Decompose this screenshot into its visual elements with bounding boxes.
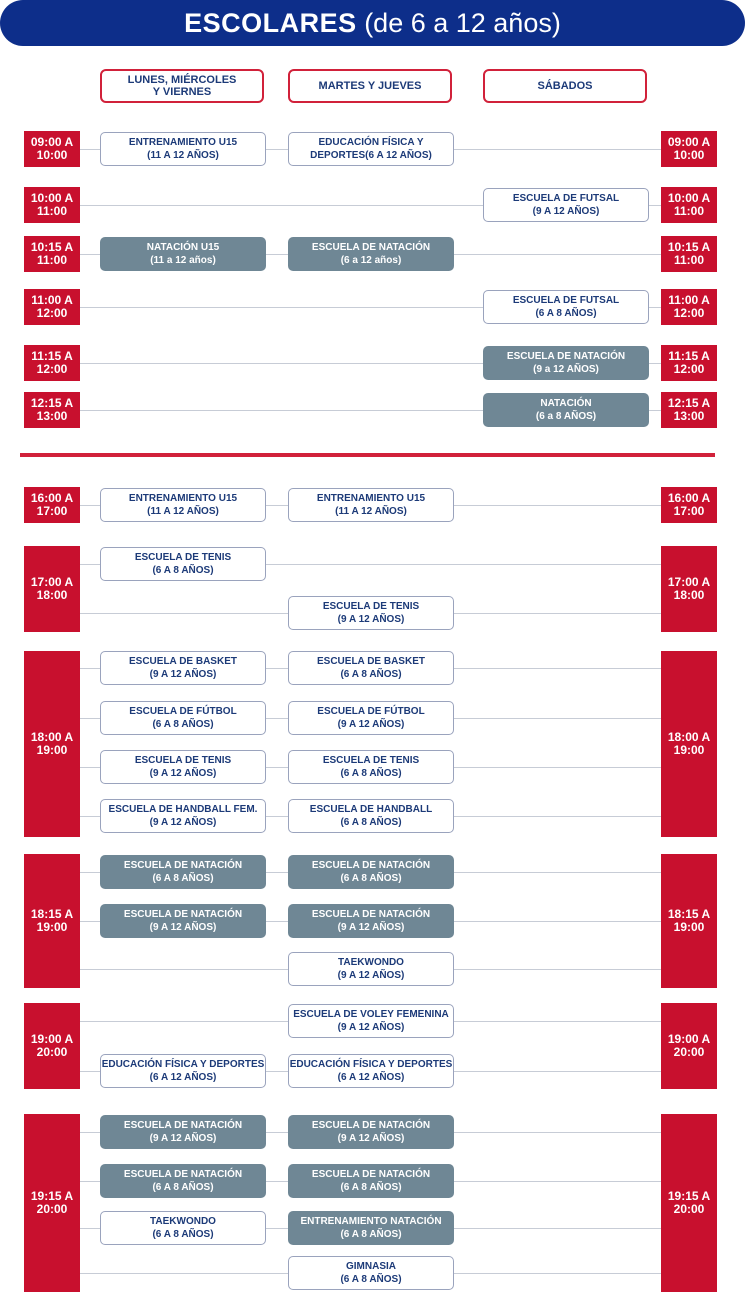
page-subtitle: (de 6 a 12 años) (356, 8, 561, 38)
time-slot-right: 17:00 A 18:00 (661, 546, 717, 632)
activity-ages: (11 A 12 AÑOS) (147, 150, 219, 161)
activity-ages: (9 A 12 AÑOS) (337, 1133, 405, 1144)
activity-ages: (6 A 8 AÑOS) (152, 1229, 214, 1240)
time-slot-left: 12:15 A 13:00 (24, 392, 80, 428)
time-slot-left: 17:00 A 18:00 (24, 546, 80, 632)
time-slot-right: 11:15 A 12:00 (661, 345, 717, 381)
time-slot-right: 18:00 A 19:00 (661, 651, 717, 837)
activity-ages: (6 A 8 AÑOS) (340, 768, 402, 779)
time-slot-right: 11:00 A 12:00 (661, 289, 717, 325)
activity-name: GIMNASIA (346, 1261, 396, 1272)
activity-name: ESCUELA DE HANDBALL FEM. (108, 804, 258, 815)
activity-name: ENTRENAMIENTO U15 (128, 493, 238, 504)
activity-name: ESCUELA DE FÚTBOL (317, 706, 425, 717)
activity-name: ESCUELA DE NATACIÓN (311, 242, 431, 253)
activity-name: ESCUELA DE BASKET (317, 656, 425, 667)
activity-name: ESCUELA DE HANDBALL (309, 804, 433, 815)
section-divider (20, 453, 715, 457)
activity-ages: (6 A 8 AÑOS) (152, 565, 214, 576)
activity-name: ESCUELA DE NATACIÓN (123, 909, 243, 920)
time-slot-left: 10:15 A 11:00 (24, 236, 80, 272)
time-slot-left: 18:00 A 19:00 (24, 651, 80, 837)
activity-box (288, 855, 454, 889)
activity-name: ESCUELA DE TENIS (134, 755, 232, 766)
time-slot-left: 11:00 A 12:00 (24, 289, 80, 325)
activity-box (100, 1054, 266, 1088)
activity-box (288, 1054, 454, 1088)
activity-name: ENTRENAMIENTO NATACIÓN (300, 1216, 442, 1227)
activity-box (100, 1211, 266, 1245)
activity-box (100, 855, 266, 889)
activity-box (288, 1256, 454, 1290)
time-slot-right: 10:15 A 11:00 (661, 236, 717, 272)
activity-ages: (6 A 8 AÑOS) (340, 817, 402, 828)
activity-box (288, 596, 454, 630)
activity-box (100, 1164, 266, 1198)
activity-name: ESCUELA DE NATACIÓN (123, 1169, 243, 1180)
activity-box (288, 1211, 454, 1245)
activity-name: EDUCACIÓN FÍSICA Y DEPORTES (289, 1059, 453, 1070)
activity-ages: (6 A 8 AÑOS) (535, 308, 597, 319)
activity-box (100, 488, 266, 522)
time-slot-left: 18:15 A 19:00 (24, 854, 80, 988)
activity-ages: (6 A 8 AÑOS) (152, 873, 214, 884)
time-slot-left: 16:00 A 17:00 (24, 487, 80, 523)
activity-box (288, 701, 454, 735)
activity-name: ESCUELA DE NATACIÓN (311, 860, 431, 871)
column-header-saturday: SÁBADOS (483, 69, 647, 103)
time-slot-right: 12:15 A 13:00 (661, 392, 717, 428)
activity-ages: (9 A 12 AÑOS) (532, 206, 600, 217)
time-slot-right: 09:00 A 10:00 (661, 131, 717, 167)
activity-box (483, 346, 649, 380)
activity-box (288, 904, 454, 938)
activity-ages: (9 A 12 AÑOS) (337, 614, 405, 625)
time-slot-right: 19:15 A 20:00 (661, 1114, 717, 1292)
activity-name: TAEKWONDO (150, 1216, 216, 1227)
activity-ages: (6 A 8 AÑOS) (340, 669, 402, 680)
time-slot-right: 10:00 A 11:00 (661, 187, 717, 223)
activity-box (100, 651, 266, 685)
activity-ages: (6 A 8 AÑOS) (340, 1182, 402, 1193)
activity-ages: (6 A 8 AÑOS) (152, 719, 214, 730)
activity-ages: (9 A 12 AÑOS) (337, 922, 405, 933)
time-slot-left: 09:00 A 10:00 (24, 131, 80, 167)
time-slot-right: 16:00 A 17:00 (661, 487, 717, 523)
activity-box (288, 488, 454, 522)
activity-ages: (9 A 12 AÑOS) (149, 817, 217, 828)
activity-box (288, 237, 454, 271)
activity-ages: (6 A 8 AÑOS) (152, 1182, 214, 1193)
page-title-bar (0, 0, 745, 46)
activity-name: EDUCACIÓN FÍSICA Y DEPORTES (101, 1059, 265, 1070)
activity-name: ESCUELA DE NATACIÓN (311, 909, 431, 920)
activity-ages: (6 A 12 AÑOS) (149, 1072, 217, 1083)
activity-name: ESCUELA DE FUTSAL (512, 295, 620, 306)
activity-box (100, 132, 266, 166)
activity-ages: (6 A 8 AÑOS) (340, 1229, 402, 1240)
activity-box (288, 1115, 454, 1149)
time-slot-right: 19:00 A 20:00 (661, 1003, 717, 1089)
activity-box (100, 1115, 266, 1149)
activity-name: ESCUELA DE BASKET (129, 656, 237, 667)
activity-ages: (6 A 8 AÑOS) (340, 873, 402, 884)
activity-name: NATACIÓN (540, 398, 592, 409)
column-header-tue-thu: MARTES Y JUEVES (288, 69, 452, 103)
activity-ages: (11 A 12 AÑOS) (147, 506, 219, 517)
activity-box (100, 701, 266, 735)
activity-ages: (9 A 12 AÑOS) (149, 768, 217, 779)
activity-box (288, 952, 454, 986)
time-slot-right: 18:15 A 19:00 (661, 854, 717, 988)
activity-name: ESCUELA DE TENIS (134, 552, 232, 563)
activity-name: ESCUELA DE FUTSAL (512, 193, 620, 204)
activity-ages: (9 A 12 AÑOS) (149, 1133, 217, 1144)
activity-name: EDUCACIÓN FÍSICA Y (318, 137, 424, 148)
activity-name: ESCUELA DE TENIS (322, 601, 420, 612)
time-slot-left: 10:00 A 11:00 (24, 187, 80, 223)
activity-box (288, 132, 454, 166)
activity-ages: (9 A 12 AÑOS) (149, 669, 217, 680)
activity-box (288, 750, 454, 784)
activity-box (483, 188, 649, 222)
activity-box (100, 547, 266, 581)
page-title: ESCOLARES (184, 8, 357, 38)
activity-ages: (9 A 12 AÑOS) (337, 1022, 405, 1033)
activity-ages: DEPORTES(6 A 12 AÑOS) (310, 150, 432, 161)
activity-ages: (11 A 12 AÑOS) (335, 506, 407, 517)
activity-name: ESCUELA DE TENIS (322, 755, 420, 766)
time-slot-left: 11:15 A 12:00 (24, 345, 80, 381)
activity-box (288, 799, 454, 833)
activity-box (100, 799, 266, 833)
activity-name: ESCUELA DE NATACIÓN (123, 1120, 243, 1131)
activity-name: TAEKWONDO (338, 957, 404, 968)
activity-name: ESCUELA DE FÚTBOL (129, 706, 237, 717)
activity-box (483, 393, 649, 427)
activity-ages: (9 a 12 AÑOS) (533, 364, 599, 375)
activity-name: ESCUELA DE NATACIÓN (123, 860, 243, 871)
activity-name: ESCUELA DE NATACIÓN (506, 351, 626, 362)
activity-ages: (6 A 8 AÑOS) (340, 1274, 402, 1285)
activity-box (483, 290, 649, 324)
activity-box (100, 750, 266, 784)
activity-name: NATACIÓN U15 (146, 242, 220, 253)
activity-ages: (6 A 12 AÑOS) (337, 1072, 405, 1083)
time-slot-left: 19:15 A 20:00 (24, 1114, 80, 1292)
activity-box (100, 237, 266, 271)
activity-ages: (9 A 12 AÑOS) (337, 719, 405, 730)
activity-name: ESCUELA DE NATACIÓN (311, 1120, 431, 1131)
activity-name: ESCUELA DE VOLEY FEMENINA (293, 1009, 449, 1020)
column-header-mon-wed-fri: LUNES, MIÉRCOLES Y VIERNES (100, 69, 264, 103)
activity-box (288, 1164, 454, 1198)
activity-name: ENTRENAMIENTO U15 (128, 137, 238, 148)
activity-box (100, 904, 266, 938)
activity-box (288, 651, 454, 685)
activity-ages: (9 A 12 AÑOS) (337, 970, 405, 981)
activity-name: ENTRENAMIENTO U15 (316, 493, 426, 504)
activity-ages: (6 a 12 años) (340, 255, 402, 266)
activity-ages: (9 A 12 AÑOS) (149, 922, 217, 933)
activity-ages: (11 a 12 años) (150, 255, 216, 266)
activity-box (288, 1004, 454, 1038)
time-slot-left: 19:00 A 20:00 (24, 1003, 80, 1089)
activity-name: ESCUELA DE NATACIÓN (311, 1169, 431, 1180)
activity-ages: (6 a 8 AÑOS) (535, 411, 597, 422)
